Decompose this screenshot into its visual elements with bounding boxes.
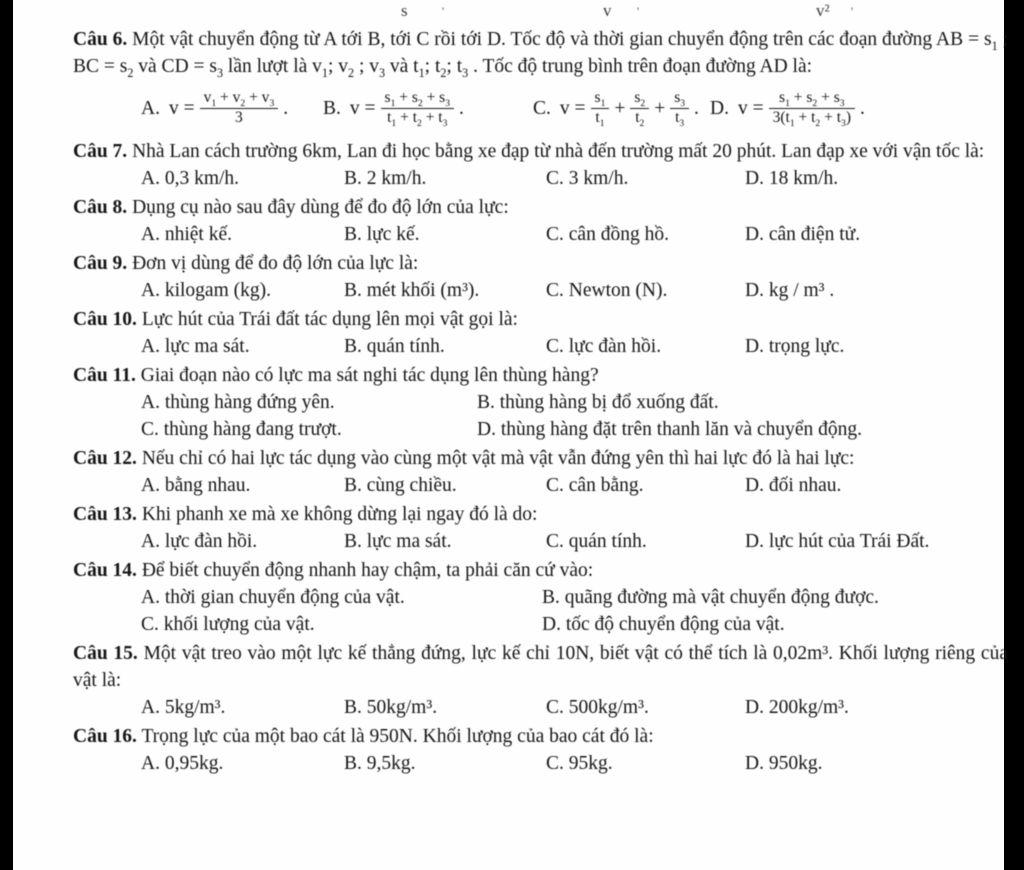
option-b: B. cùng chiều. xyxy=(344,475,457,496)
numerator: $s_1 + s_2 + s_3$ xyxy=(381,89,455,108)
math-text: . xyxy=(694,97,699,119)
question-11-text: Câu 11. Giai đoạn nào có lực ma sát nghi tác dụng lên thùng hàng? xyxy=(73,365,599,386)
math-text: + xyxy=(654,97,666,119)
question-9-text: Câu 9. Đơn vị dùng để đo độ lớn của lực là: xyxy=(73,253,419,274)
option-d: D. 200kg/m³. xyxy=(745,697,849,718)
option-c: C. 95kg. xyxy=(546,753,613,774)
numerator: $s_1 + s_2 + s_3$ xyxy=(769,89,855,108)
fraction xyxy=(769,89,855,127)
question-7-text: Câu 7. Nhà Lan cách trường 6km, Lan đi học bằng xe đạp từ nhà đến trường mất 20 phút. Lan đạp xe với vận tốc là: xyxy=(73,141,985,162)
question-16-options-row-1 xyxy=(141,750,1008,777)
fragment-tick: ' xyxy=(637,4,640,18)
denominator: $t_1 + t_2 + t_3$ xyxy=(387,108,448,129)
option-c: C. quán tính. xyxy=(546,531,647,552)
question-11-options-row-2 xyxy=(141,416,1008,443)
option-b: B. 9,5kg. xyxy=(344,753,416,774)
question-number: Câu 13. xyxy=(73,504,137,525)
question-11 xyxy=(73,362,1008,443)
option-b: B. 2 km/h. xyxy=(344,168,427,189)
math-text: . xyxy=(459,97,464,119)
question-10-text: Câu 10. Lực hút của Trái đất tác dụng lên mọi vật gọi là: xyxy=(73,309,518,330)
fragment-tick: ' xyxy=(851,4,854,18)
question-number: Câu 8. xyxy=(73,197,128,218)
question-16 xyxy=(73,723,1008,777)
option-b: B. lực ma sát. xyxy=(344,531,452,552)
question-number: Câu 6. xyxy=(73,29,128,50)
question-13 xyxy=(73,501,1008,555)
math-text: . xyxy=(860,97,865,119)
option-d: D. tốc độ chuyển động của vật. xyxy=(542,614,785,635)
question-10 xyxy=(73,306,1008,360)
question-6-text: Câu 6. Một vật chuyển động từ A tới B, tới C rồi tới D. Tốc độ và thời gian chuyển động trên các đoạn đường AB = $s_1$ ; BC = $s_2$ và CD = $s_3$ lần lượt là $v_1$; $v_2$ ; $v_3$ và $t_1$; $t_2$; $t_3$ . Tốc độ trung bình trên đoạn đường AD là: xyxy=(73,29,1008,80)
question-11-options-row-1 xyxy=(141,389,1008,416)
questions xyxy=(73,26,1008,777)
numerator: $s_2$ xyxy=(630,89,649,108)
option-d: D. 18 km/h. xyxy=(745,168,839,189)
test-paper-content xyxy=(73,0,1008,777)
option-d: D. thùng hàng đặt trên thanh lăn và chuyển động. xyxy=(477,419,863,440)
fraction xyxy=(591,89,610,127)
question-8-options-row-1 xyxy=(141,221,1008,248)
fraction xyxy=(200,89,279,127)
option-d: D. 950kg. xyxy=(745,753,823,774)
math-text: + xyxy=(614,97,626,119)
numerator: $v_1 + v_2 + v_3$ xyxy=(200,89,279,108)
question-12-text: Câu 12. Nếu chỉ có hai lực tác dụng vào cùng một vật mà vật vẫn đứng yên thì hai lực đó là hai lực: xyxy=(73,448,855,469)
option-label: B. xyxy=(323,97,341,119)
option-d: D. cân điện tử. xyxy=(745,224,861,245)
option-b: B. 50kg/m³. xyxy=(344,697,438,718)
question-number: Câu 10. xyxy=(73,309,137,330)
question-16-text: Câu 16. Trọng lực của một bao cát là 950N. Khối lượng của bao cát đó là: xyxy=(73,726,654,747)
math-text: . xyxy=(283,97,289,119)
question-15-text: Câu 15. Một vật treo vào một lực kế thẳng đứng, lực kế chỉ 10N, biết vật có thể tích là 0,02m³. Khối lượng riêng của vật là: xyxy=(73,643,1008,691)
option-b xyxy=(323,89,533,127)
option-label: A. xyxy=(141,97,160,119)
question-number: Câu 15. xyxy=(73,643,138,664)
option-d: D. kg / m³ . xyxy=(745,280,835,301)
option-b: B. quán tính. xyxy=(344,336,445,357)
option-label: C. xyxy=(533,97,551,119)
option-c: C. thùng hàng đang trượt. xyxy=(141,419,342,440)
math-text: v = xyxy=(349,97,376,119)
fraction xyxy=(670,89,689,127)
option-d: D. đối nhau. xyxy=(745,475,842,496)
question-14 xyxy=(73,557,1008,638)
question-number: Câu 14. xyxy=(73,560,137,581)
question-number: Câu 12. xyxy=(73,448,137,469)
option-c: C. khối lượng của vật. xyxy=(141,614,315,635)
question-14-options-row-2 xyxy=(141,611,1008,638)
option-d: D. trọng lực. xyxy=(745,336,845,357)
option-label: D. xyxy=(710,97,729,119)
question-8-text: Câu 8. Dụng cụ nào sau đây dùng để đo độ lớn của lực: xyxy=(73,197,509,218)
question-number: Câu 7. xyxy=(73,141,128,162)
option-a xyxy=(141,89,323,127)
document-photo-page xyxy=(13,0,1008,870)
question-number: Câu 11. xyxy=(73,365,136,386)
option-d xyxy=(710,89,868,127)
fraction xyxy=(630,89,649,127)
question-number: Câu 16. xyxy=(73,726,137,747)
question-6 xyxy=(73,26,1008,136)
question-12-options-row-1 xyxy=(141,472,1008,499)
question-14-text: Câu 14. Để biết chuyển động nhanh hay chậm, ta phải căn cứ vào: xyxy=(73,560,594,581)
option-c: C. 3 km/h. xyxy=(546,168,629,189)
question-7-options-row-1 xyxy=(141,165,1008,192)
denominator: 3 xyxy=(235,108,243,126)
question-6-options xyxy=(141,80,1008,136)
question-9 xyxy=(73,250,1008,304)
question-13-options-row-1 xyxy=(141,528,1008,555)
option-c: C. cân đồng hồ. xyxy=(546,224,669,245)
option-a: A. kilogam (kg). xyxy=(141,280,271,301)
option-c: C. lực đàn hồi. xyxy=(546,336,662,357)
option-c: C. Newton (N). xyxy=(546,280,668,301)
numerator: $s_3$ xyxy=(670,89,689,108)
denominator: $t_3$ xyxy=(675,108,685,129)
math-text: v = xyxy=(168,97,195,119)
fragment-glyph: v xyxy=(603,1,612,20)
fraction xyxy=(381,89,455,127)
option-a: A. thời gian chuyển động của vật. xyxy=(141,587,405,608)
fragment-tick: ' xyxy=(442,4,445,18)
question-10-options-row-1 xyxy=(141,333,1008,360)
option-a: A. 5kg/m³. xyxy=(141,697,226,718)
option-b: B. thùng hàng bị đổ xuống đất. xyxy=(477,392,719,413)
math-text: v = xyxy=(559,97,586,119)
option-a: A. nhiệt kế. xyxy=(141,224,232,245)
option-c: C. 500kg/m³. xyxy=(546,697,649,718)
question-13-text: Câu 13. Khi phanh xe mà xe không dừng lại ngay đó là do: xyxy=(73,504,538,525)
question-15 xyxy=(73,640,1008,721)
cut-off-formula-fragments xyxy=(73,0,1008,24)
math-text: v = xyxy=(737,97,764,119)
option-a: A. bằng nhau. xyxy=(141,475,251,496)
question-7 xyxy=(73,138,1008,192)
question-12 xyxy=(73,445,1008,499)
denominator: $3(t_1 + t_2 + t_3)$ xyxy=(772,108,851,129)
option-b: B. quãng đường mà vật chuyển động được. xyxy=(542,587,879,608)
fragment-glyph: s xyxy=(401,1,408,20)
option-a: A. thùng hàng đứng yên. xyxy=(141,392,335,413)
option-a: A. lực đàn hồi. xyxy=(141,531,258,552)
option-b: B. mét khối (m³). xyxy=(344,280,480,301)
question-8 xyxy=(73,194,1008,248)
option-b: B. lực kế. xyxy=(344,224,420,245)
denominator: $t_2$ xyxy=(635,108,645,129)
denominator: $t_1$ xyxy=(595,108,605,129)
option-a: A. lực ma sát. xyxy=(141,336,250,357)
numerator: $s_1$ xyxy=(591,89,610,108)
question-9-options-row-1 xyxy=(141,277,1008,304)
option-c: C. cân bằng. xyxy=(546,475,644,496)
question-14-options-row-1 xyxy=(141,584,1008,611)
question-number: Câu 9. xyxy=(73,253,128,274)
option-a: A. 0,95kg. xyxy=(141,753,224,774)
fragment-glyph: v² xyxy=(816,1,830,20)
question-15-options-row-1 xyxy=(141,694,1008,721)
option-d: D. lực hút của Trái Đất. xyxy=(745,531,930,552)
option-c xyxy=(533,89,710,127)
option-a: A. 0,3 km/h. xyxy=(141,168,240,189)
